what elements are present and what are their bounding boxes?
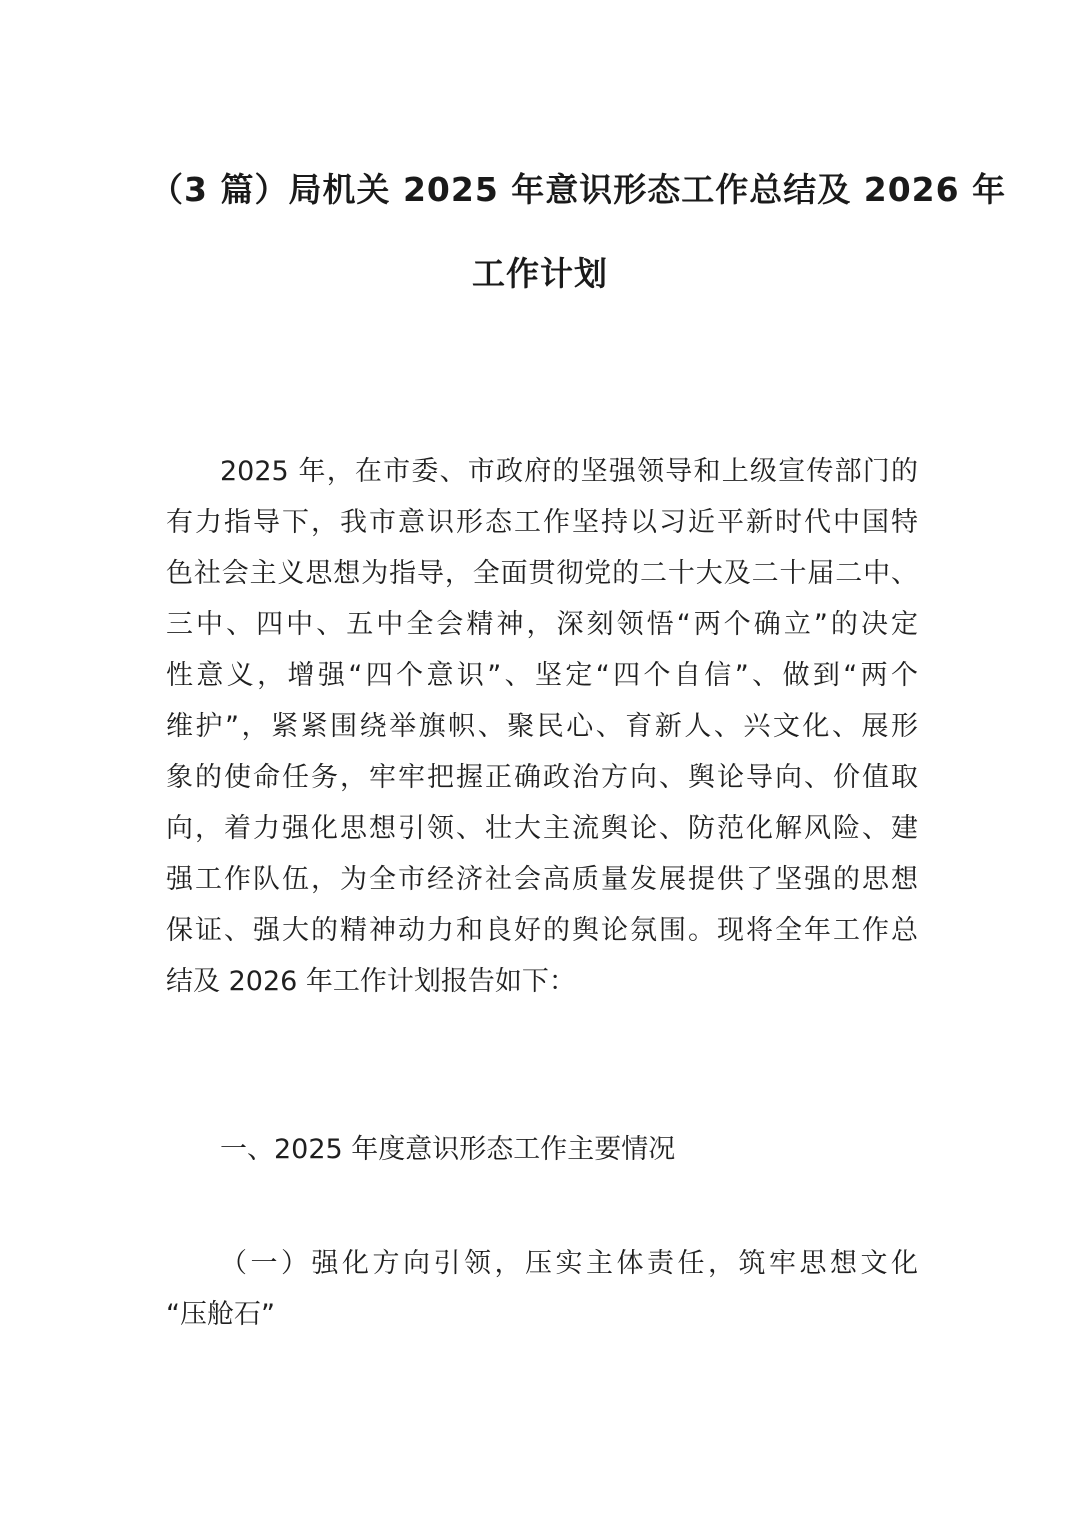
paragraph-line: 2025 年，在市委、市政府的坚强领导和上级宣传部门的 <box>220 456 918 487</box>
paragraph-line: 保证、强大的精神动力和良好的舆论氛围。现将全年工作总 <box>166 915 918 946</box>
paragraph-line: 强工作队伍，为全市经济社会高质量发展提供了坚强的思想 <box>166 864 918 895</box>
subsection-heading-line: “压舱石” <box>166 1299 275 1330</box>
paragraph-line: 色社会主义思想为指导，全面贯彻党的二十大及二十届二中、 <box>166 558 918 589</box>
paragraph-line: 向，着力强化思想引领、壮大主流舆论、防范化解风险、建 <box>166 813 918 844</box>
title-line-2: 工作计划 <box>472 254 608 293</box>
paragraph-line: 有力指导下，我市意识形态工作坚持以习近平新时代中国特 <box>166 507 918 538</box>
section-heading <box>166 1124 918 1175</box>
subsection-heading <box>166 1238 918 1340</box>
section-heading-text: 一、2025 年度意识形态工作主要情况 <box>220 1134 676 1165</box>
subsection-heading-line: （一）强化方向引领，压实主体责任，筑牢思想文化 <box>220 1248 918 1279</box>
document-title <box>150 148 1007 316</box>
paragraph-line: 性意义，增强“四个意识”、坚定“四个自信”、做到“两个 <box>166 660 918 691</box>
paragraph-line: 象的使命任务，牢牢把握正确政治方向、舆论导向、价值取 <box>166 762 918 793</box>
title-line-1: （3 篇）局机关 2025 年意识形态工作总结及 2026 年 <box>150 170 1007 209</box>
paragraph-line: 结及 2026 年工作计划报告如下： <box>166 966 576 997</box>
paragraph-line: 维护”，紧紧围绕举旗帜、聚民心、育新人、兴文化、展形 <box>166 711 918 742</box>
paragraph-line: 三中、四中、五中全会精神，深刻领悟“两个确立”的决定 <box>166 609 918 640</box>
intro-paragraph <box>166 446 918 1007</box>
